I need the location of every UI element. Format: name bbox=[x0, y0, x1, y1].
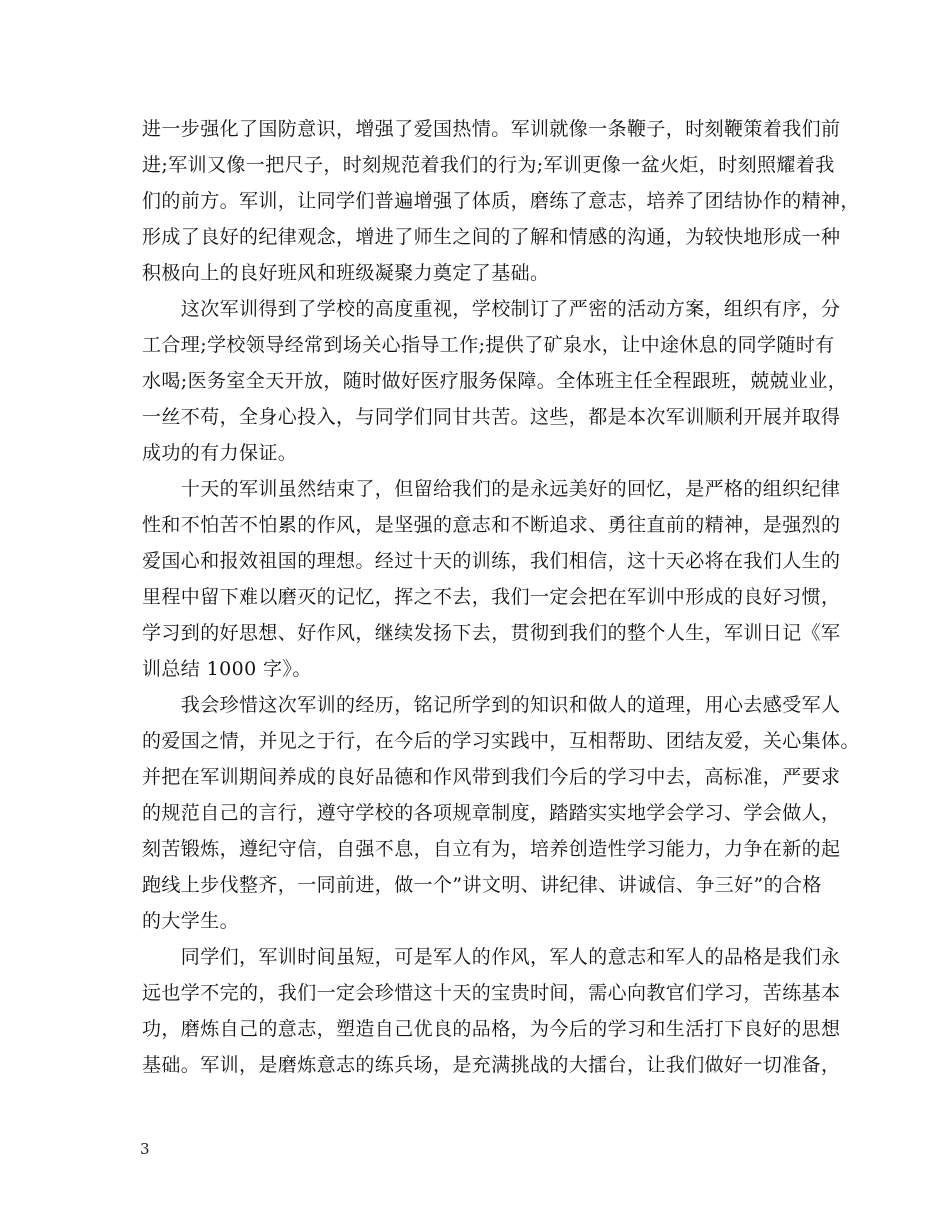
text-line: 我会珍惜这次军训的经历，铭记所学到的知识和做人的道理，用心去感受军人 bbox=[142, 694, 841, 716]
text-line: 进;军训又像一把尺子，时刻规范着我们的行为;军训更像一盆火炬，时刻照耀着我 bbox=[142, 154, 835, 176]
text-line: 性和不怕苦不怕累的作风，是坚强的意志和不断追求、勇往直前的精神，是强烈的 bbox=[142, 514, 841, 536]
text-line: 功，磨炼自己的意志，塑造自己优良的品格，为今后的学习和生活打下良好的思想 bbox=[142, 1018, 841, 1040]
text-line: 的大学生。 bbox=[142, 910, 240, 932]
text-line: 十天的军训虽然结束了，但留给我们的是永远美好的回忆，是严格的组织纪律 bbox=[142, 478, 841, 500]
text-line: 跑线上步伐整齐，一同前进，做一个”讲文明、讲纪律、讲诚信、争三好”的合格 bbox=[142, 874, 822, 896]
text-line: 学习到的好思想、好作风，继续发扬下去，贯彻到我们的整个人生，军训日记《军 bbox=[142, 622, 841, 644]
text-line: 一丝不苟，全身心投入，与同学们同甘共苦。这些，都是本次军训顺利开展并取得 bbox=[142, 406, 841, 428]
text-line: 爱国心和报效祖国的理想。经过十天的训练，我们相信，这十天必将在我们人生的 bbox=[142, 550, 841, 572]
text-line: 同学们，军训时间虽短，可是军人的作风，军人的意志和军人的品格是我们永 bbox=[142, 946, 841, 968]
text-line: 里程中留下难以磨灭的记忆，挥之不去，我们一定会把在军训中形成的良好习惯， bbox=[142, 586, 841, 608]
text-line: 基础。军训，是磨炼意志的练兵场，是充满挑战的大擂台，让我们做好一切准备， bbox=[142, 1054, 841, 1076]
text-line: 这次军训得到了学校的高度重视，学校制订了严密的活动方案，组织有序，分 bbox=[142, 298, 841, 320]
text-line: 形成了良好的纪律观念，增进了师生之间的了解和情感的沟通，为较快地形成一种 bbox=[142, 226, 841, 248]
text-line: 水喝;医务室全天开放，随时做好医疗服务保障。全体班主任全程跟班，兢兢业业， bbox=[142, 370, 848, 392]
text-line: 训总结 1000 字》。 bbox=[142, 658, 312, 680]
text-line: 的爱国之情，并见之于行，在今后的学习实践中，互相帮助、团结友爱，关心集体。 bbox=[142, 730, 860, 752]
text-line: 并把在军训期间养成的良好品德和作风带到我们今后的学习中去，高标准，严要求 bbox=[142, 766, 841, 788]
text-line: 积极向上的良好班风和班级凝聚力奠定了基础。 bbox=[142, 262, 550, 284]
text-line: 的规范自己的言行，遵守学校的各项规章制度，踏踏实实地学会学习、学会做人， bbox=[142, 802, 841, 824]
text-line: 成功的有力保证。 bbox=[142, 442, 298, 464]
text-line: 进一步强化了国防意识，增强了爱国热情。军训就像一条鞭子，时刻鞭策着我们前 bbox=[142, 118, 841, 140]
text-line: 刻苦锻炼，遵纪守信，自强不息，自立有为，培养创造性学习能力，力争在新的起 bbox=[142, 838, 841, 860]
page-number: 3 bbox=[140, 1140, 150, 1158]
text-line: 远也学不完的，我们一定会珍惜这十天的宝贵时间，需心向教官们学习，苦练基本 bbox=[142, 982, 841, 1004]
text-line: 工合理;学校领导经常到场关心指导工作;提供了矿泉水，让中途休息的同学随时有 bbox=[142, 334, 835, 356]
text-line: 们的前方。军训，让同学们普遍增强了体质，磨练了意志，培养了团结协作的精神， bbox=[142, 190, 860, 212]
